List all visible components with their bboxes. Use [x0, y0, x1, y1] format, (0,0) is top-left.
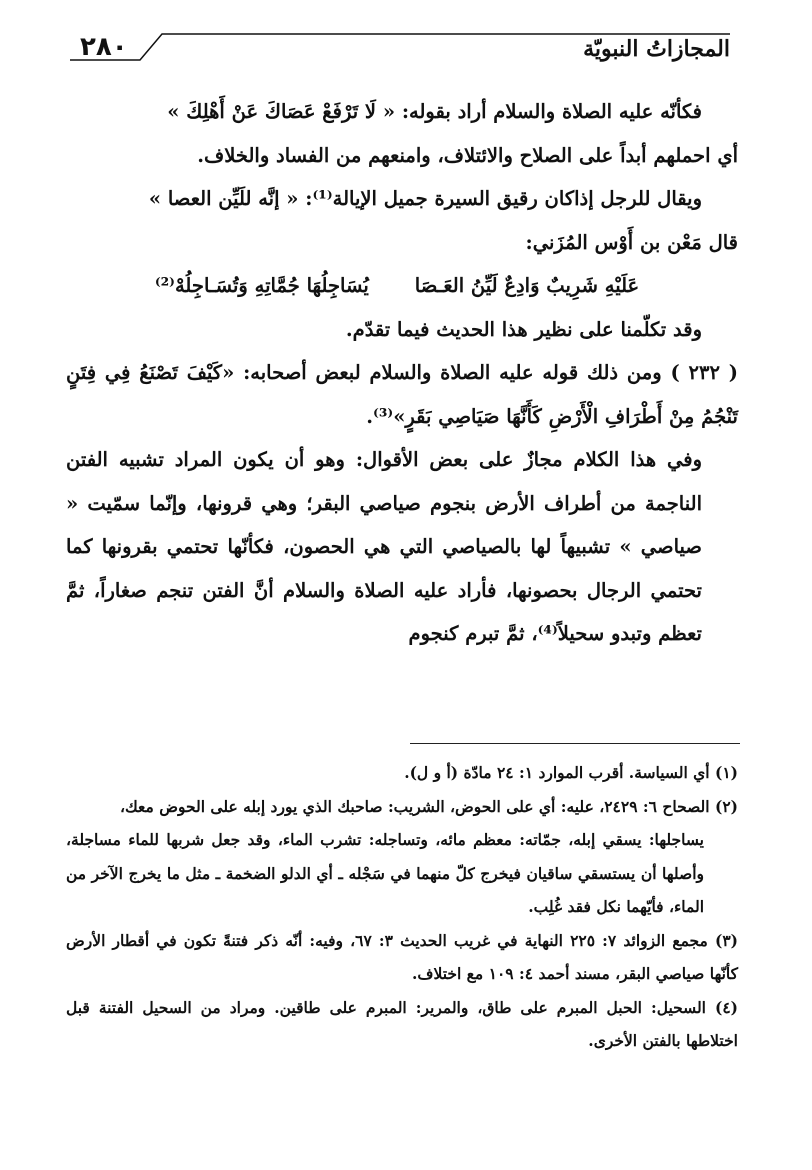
paragraph: قال مَعْن بن أَوْس المُزَني: — [525, 230, 738, 254]
numbered-paragraph — [66, 351, 738, 438]
paragraph: ويقال للرجل إذاكان رقيق السيرة جميل الإيالة⁽¹⁾: « إنَّه للَيِّن العصا » — [148, 187, 702, 210]
paragraph: فكأنّه عليه الصلاة والسلام أراد بقوله: « لَا تَرْفَعْ عَصَاكَ عَنْ أَهْلِكَ » — [167, 100, 702, 123]
poem-hemistich: يُسَاجِلُهَا جُمَّاتِهِ وَتُسَـاجِلُهْ⁽²⁾ — [154, 274, 369, 297]
footnote: (٣) مجمع الزوائد ٧: ٢٢٥ النهاية في غريب الحديث ٣: ٦٧، وفيه: أنّه ذكر فتنةً تكون في أقطار الأرض كأنّها صياصي البقر، مسند أحمد ٤: ١٠٩ مع اختلاف. — [66, 930, 738, 983]
footnote-divider — [410, 743, 740, 744]
footnote-continuation: يساجلها: يسقي إبله، جمّاته: معظم مائه، وتساجله: تشرب الماء، وقد جعل شربها للماء مساجلة، وأصلها أن يستسقي ساقيان فيخرج كلّ منهما في سَجْله ـ أي الدلو الضخمة ـ مثل ما يخرج الآخر من الماء، فأيّهما نكل فقد غُلِب. — [66, 830, 704, 916]
footnote: (٤) السحيل: الحبل المبرم على طاق، والمرير: المبرم على طاقين. ومراد من السحيل الفتنة قبل اختلاطها بالفتن الأخرى. — [66, 997, 738, 1050]
paragraph: أي احملهم أبداً على الصلاح والائتلاف، وامنعهم من الفساد والخلاف. — [197, 143, 738, 167]
paragraph: وقد تكلّمنا على نظير هذا الحديث فيما تقدّم. — [345, 317, 702, 341]
footnotes — [66, 756, 738, 1058]
paragraph-text: ومن ذلك قوله عليه الصلاة والسلام لبعض أصحابه: «كَيْفَ تَصْنَعُ فِي فِتَنٍ تَنْجُمُ مِنْ أَطْرَافِ الْأَرْضِ كَأَنَّهَا صَيَاصِي بَقَرٍ»⁽³⁾. — [66, 361, 738, 428]
paragraph-number: ( ٢٣٢ ) — [670, 361, 739, 384]
paragraph: وفي هذا الكلام مجازٌ على بعض الأقوال: وهو أن يكون المراد تشبيه الفتن الناجمة من أطراف الأرض بنجوم صياصي البقر؛ وهي قرونها، وإنّما سمّيت « صياصي » تشبيهاً لها بالصياصي التي هي الحصون، فكأنّها تحتمي بقرونها كما تحتمي الرجال بحصونها، فأراد عليه الصلاة والسلام أنَّ الفتن تنجم صغاراً، ثمَّ تعظم وتبدو سحيلاً⁽⁴⁾، ثمَّ تبرم كنجوم — [66, 448, 702, 645]
main-text — [66, 90, 738, 656]
page-number: ٢٨٠ — [80, 32, 128, 62]
poem-hemistich: عَلَيْهِ شَرِيبٌ وَادِعٌ لَيِّنُ العَـصَا — [414, 274, 640, 297]
page-header — [70, 26, 730, 66]
footnote: (٢) الصحاح ٦: ٢٤٢٩، عليه: أي على الحوض، الشريب: صاحبك الذي يورد إبله على الحوض معك، — [119, 796, 738, 816]
running-title: المجازاتُ النبويّة — [583, 36, 730, 62]
footnote: (١) أي السياسة. أقرب الموارد ١: ٢٤ مادّة (أ و ل). — [404, 763, 738, 782]
poem-verse — [66, 264, 738, 308]
